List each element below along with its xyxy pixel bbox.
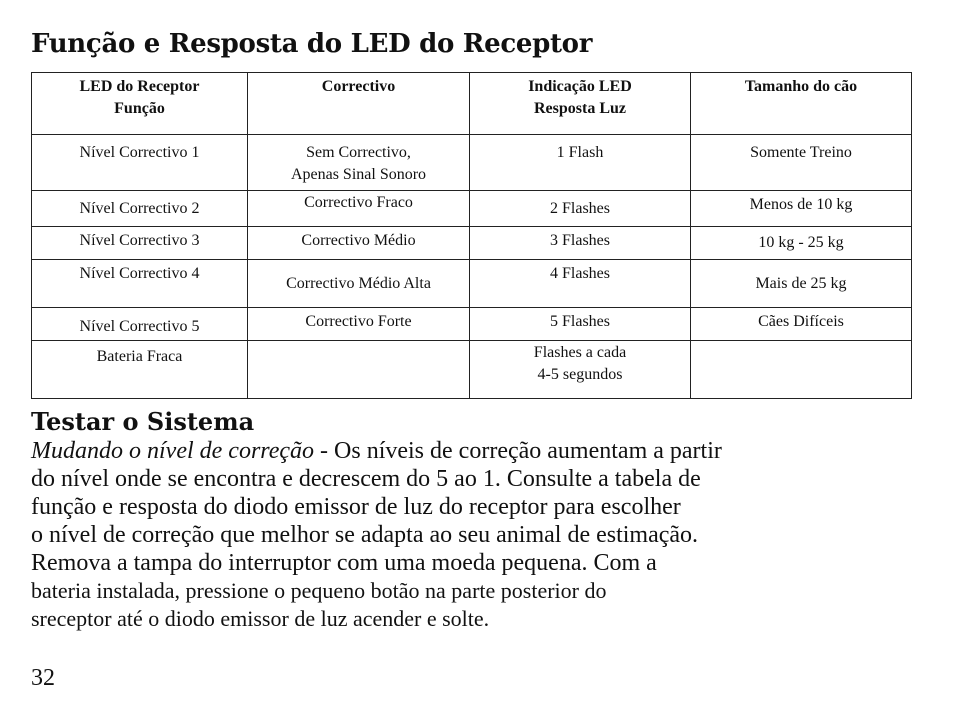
cell-tamanho (691, 260, 912, 308)
cell-text: Correctivo Médio (301, 232, 416, 249)
cell-tamanho (691, 227, 912, 260)
paragraph-line: bateria instalada, pressione o pequeno botão na parte posterior do (31, 578, 607, 603)
cell-text: Apenas Sinal Sonoro (290, 166, 427, 183)
cell-tamanho (691, 191, 912, 227)
paragraph-line: Remova a tampa do interruptor com uma moeda pequena. Com a (31, 550, 657, 576)
paragraph-line: do nível onde se encontra e decrescem do 5 ao 1. Consulte a tabela de (31, 466, 701, 492)
cell-text: Nível Correctivo 5 (79, 318, 200, 335)
cell-resposta (470, 341, 691, 399)
cell-text: Mais de 25 kg (755, 274, 847, 292)
cell-text: Correctivo Fraco (304, 194, 413, 211)
table-row (32, 227, 912, 260)
cell-text: 4-5 segundos (537, 366, 623, 383)
table-row (32, 341, 912, 399)
header-line: Indicação LED (528, 78, 632, 95)
cell-tamanho (691, 135, 912, 191)
header-line: Resposta Luz (533, 100, 626, 117)
table-row (32, 260, 912, 308)
cell-text: Correctivo Forte (305, 313, 412, 330)
section-title: Testar o Sistema (31, 407, 255, 436)
page-title: Função e Resposta do LED do Receptor (31, 29, 593, 59)
cell-text: Correctivo Médio Alta (286, 274, 431, 292)
cell-text: 1 Flash (556, 144, 604, 161)
cell-correctivo (248, 135, 470, 191)
cell-text: 2 Flashes (550, 199, 610, 217)
table-row (32, 191, 912, 227)
cell-resposta (470, 191, 691, 227)
table-row (32, 135, 912, 191)
page-number: 32 (31, 665, 55, 691)
italic-lead: Mudando o nível de correção (31, 438, 315, 464)
cell-text: 10 kg - 25 kg (758, 234, 844, 251)
header-correctivo (248, 73, 470, 135)
line-text: - Os níveis de correção aumentam a partir (314, 438, 722, 464)
cell-resposta (470, 227, 691, 260)
cell-text: Nível Correctivo 4 (79, 265, 200, 282)
cell-text: Menos de 10 kg (749, 196, 853, 213)
cell-funcao (32, 260, 248, 308)
cell-tamanho (691, 341, 912, 399)
header-line: LED do Receptor (79, 78, 200, 95)
header-line: Correctivo (321, 78, 396, 95)
cell-correctivo (248, 227, 470, 260)
cell-text: 4 Flashes (550, 265, 610, 282)
paragraph-line: o nível de correção que melhor se adapta ao seu animal de estimação. (31, 522, 699, 548)
cell-resposta (470, 308, 691, 341)
cell-text: 3 Flashes (550, 232, 610, 249)
section-paragraph (31, 437, 931, 633)
cell-funcao (32, 227, 248, 260)
cell-correctivo (248, 191, 470, 227)
cell-funcao (32, 341, 248, 399)
cell-tamanho (691, 308, 912, 341)
paragraph-line: sreceptor até o diodo emissor de luz acender e solte. (31, 606, 490, 631)
cell-funcao (32, 308, 248, 341)
cell-text: 5 Flashes (550, 313, 610, 330)
cell-resposta (470, 135, 691, 191)
cell-correctivo (248, 308, 470, 341)
header-led-funcao (32, 73, 248, 135)
cell-text: Sem Correctivo, (306, 144, 411, 161)
cell-correctivo (248, 341, 470, 399)
paragraph-line (31, 437, 931, 465)
cell-text: Bateria Fraca (96, 348, 183, 365)
cell-text: Nível Correctivo 3 (79, 232, 200, 249)
led-function-table (31, 72, 912, 399)
paragraph-line: função e resposta do diodo emissor de luz do receptor para escolher (31, 494, 681, 520)
cell-funcao (32, 135, 248, 191)
table-row (32, 308, 912, 341)
cell-resposta (470, 260, 691, 308)
cell-funcao (32, 191, 248, 227)
cell-text: Flashes a cada (533, 344, 627, 361)
header-tamanho (691, 73, 912, 135)
header-line: Tamanho do cão (744, 78, 858, 95)
table-header-row (32, 73, 912, 135)
cell-text: Somente Treino (750, 144, 852, 161)
cell-correctivo (248, 260, 470, 308)
cell-text: Nível Correctivo 2 (79, 199, 200, 217)
cell-text: Cães Difíceis (758, 313, 844, 330)
cell-text: Nível Correctivo 1 (79, 144, 200, 161)
header-indicacao-led (470, 73, 691, 135)
header-line: Função (114, 100, 165, 117)
